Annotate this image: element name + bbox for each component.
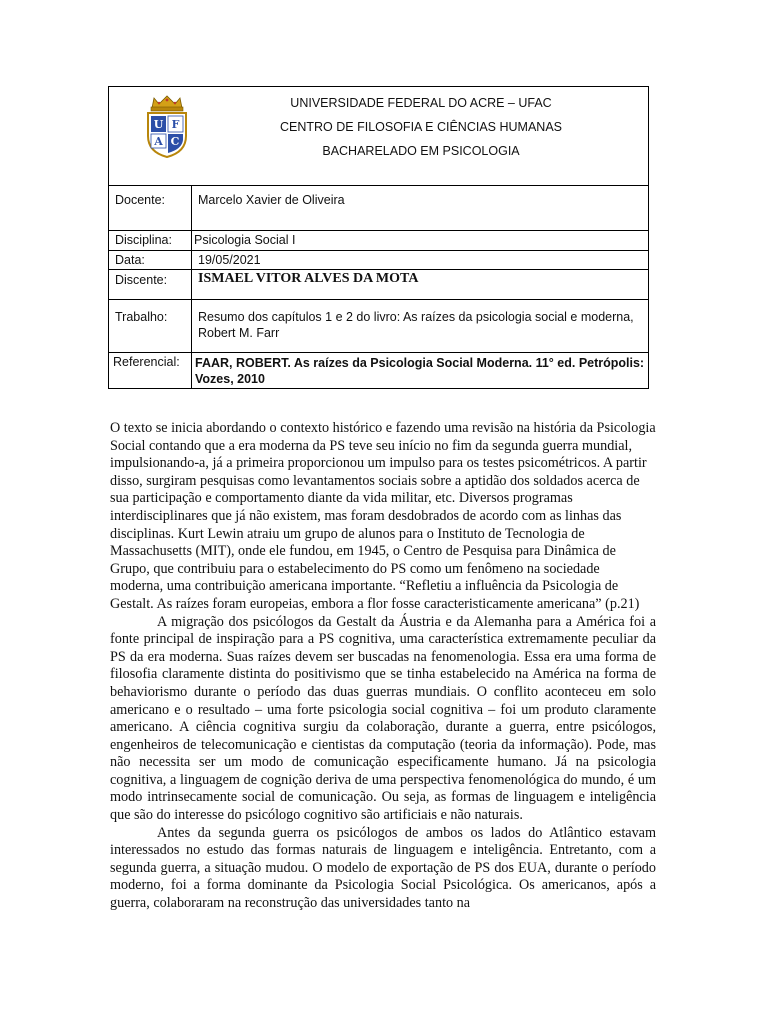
referencial-label: Referencial: <box>109 353 192 388</box>
row-trabalho <box>109 299 648 352</box>
docente-value: Marcelo Xavier de Oliveira <box>198 193 345 207</box>
header-row <box>109 87 648 185</box>
discente-value: ISMAEL VITOR ALVES DA MOTA <box>198 271 419 286</box>
paragraph-1: O texto se inicia abordando o contexto histórico e fazendo uma revisão na história da Psicologia Social contando que a era moderna da PS teve seu início no fim da segunda guerra mundial, impulsionando-a, já a primeira proporcionou um impulso para os testes psicométricos. A partir disso, surgiram pesquisas como levantamentos sociais sobre a aptidão dos soldados acerca de sua participação e comportamento diante da vida militar, etc. Diversos programas interdisciplinares que já não existem, mas foram desdobrados de acordo com as linhas das disciplinas. Kurt Lewin atraiu um grupo de alunos para o Instituto de Tecnologia de Massachusetts (MIT), onde ele fundou, em 1945, o Centro de Pesquisa para Dinâmica de Grupo, que contribuiu para o estabelecimento do PS como um fenômeno na sociedade moderna, uma contribuição americana importante. “Refletiu a influência da Psicologia de Gestalt. As raízes foram europeias, embora a flor fosse caracteristicamente americana” (p.21) <box>110 420 656 612</box>
crest-letter-f: F <box>171 118 180 131</box>
row-docente <box>109 185 648 230</box>
disciplina-value: Psicologia Social I <box>194 233 296 247</box>
crest-letter-a: A <box>154 135 163 148</box>
crest-letter-c: C <box>170 135 180 148</box>
trabalho-label: Trabalho: <box>109 300 192 352</box>
disciplina-label: Disciplina: <box>109 231 192 250</box>
header-table <box>108 86 649 389</box>
ufac-crest-icon <box>142 94 192 158</box>
header-lines <box>194 91 648 163</box>
discente-label: Discente: <box>109 270 192 299</box>
trabalho-value: Resumo dos capítulos 1 e 2 do livro: As raízes da psicologia social e moderna, Robert M. Farr <box>198 310 634 340</box>
row-referencial <box>109 352 648 388</box>
course-name: BACHARELADO EM PSICOLOGIA <box>322 144 520 158</box>
crest-letter-u: U <box>153 118 164 131</box>
paragraph-3: Antes da segunda guerra os psicólogos de ambos os lados do Atlântico estavam interessados no estudo das formas naturais de linguagem e inteligência. Entretanto, com a segunda guerra, a situação mudou. O modelo de exportação de PS dos EUA, durante o período moderno, foi a forma dominante da Psicologia Social Psicológica. Os americanos, após a guerra, colaboraram na reconstrução das universidades tanto na <box>110 824 656 912</box>
center-name: CENTRO DE FILOSOFIA E CIÊNCIAS HUMANAS <box>280 120 562 134</box>
row-disciplina <box>109 230 648 250</box>
paragraph-2: A migração dos psicólogos da Gestalt da Áustria e da Alemanha para a América foi a fonte principal de inspiração para a PS cognitiva, uma característica extremamente peculiar da PS da era moderna. Suas raízes devem ser buscadas na fenomenologia. Essa era uma forma de filosofia claramente distinta do positivismo que se tinha estabelecido na América na forma de behaviorismo durante o período das duas guerras mundiais. O conflito aconteceu em solo americano e o resultado – uma forte psicologia social cognitiva – foi um produto claramente americano. A ciência cognitiva surgiu da colaboração, durante a guerra, entre psicólogos, engenheiros de telecomunicação e cientistas da computação (teoria da informação). Pode, mas não necessita ser um modo de comunicação especificamente humano. Já na psicologia cognitiva, a linguagem de cognição deriva de uma perspectiva fenomenológica do mundo, é um modo intrinsecamente social de comunicação. Ou seja, as formas de linguagem e inteligência que são do interesse do psicólogo cognitivo são artificiais e não naturais. <box>110 613 656 824</box>
institution-name: UNIVERSIDADE FEDERAL DO ACRE – UFAC <box>290 96 552 110</box>
document-body <box>110 420 656 913</box>
docente-label: Docente: <box>109 186 192 230</box>
data-label: Data: <box>109 251 192 269</box>
data-value: 19/05/2021 <box>198 253 261 267</box>
row-discente <box>109 269 648 299</box>
referencial-value: FAAR, ROBERT. As raízes da Psicologia Social Moderna. 11° ed. Petrópolis: Vozes, 2010 <box>195 356 645 386</box>
row-data <box>109 250 648 269</box>
